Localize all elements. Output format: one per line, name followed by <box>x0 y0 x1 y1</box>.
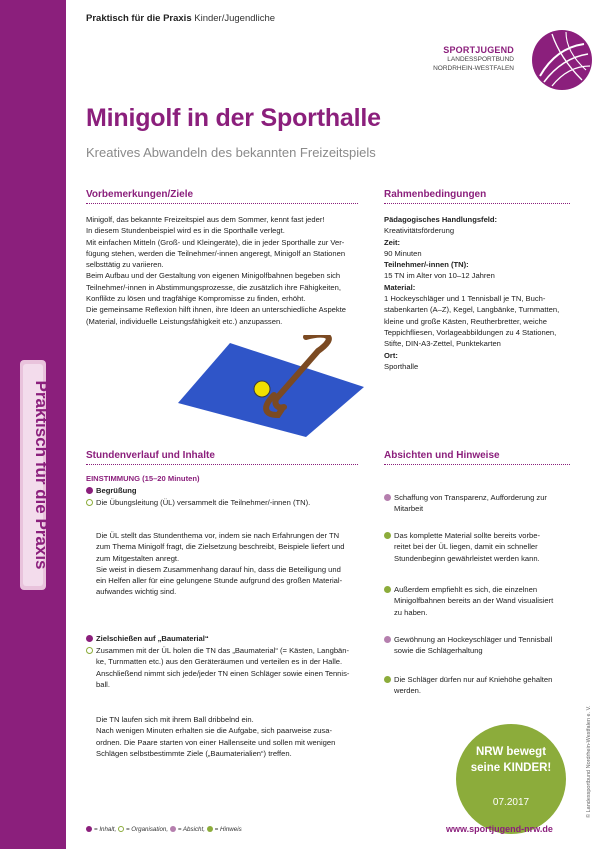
tennis-ball-icon <box>254 381 270 397</box>
absicht-legend-icon <box>170 826 176 832</box>
paragraph-line: Die TN laufen sich mit ihrem Ball dribbelnd ein. <box>96 715 254 724</box>
section-heading-vorbemerkungen: Vorbemerkungen/Ziele <box>86 189 194 200</box>
phase-label: EINSTIMMUNG (15–20 Minuten) <box>86 474 200 483</box>
paragraph-line: zum Mitgestalten anregt. <box>96 553 180 563</box>
vorbemerkungen-line: Minigolf, das bekannte Freizeitspiel aus dem Sommer, kennt fast jeder! <box>86 215 325 224</box>
nrw-bewegt-badge <box>456 724 566 834</box>
paragraph-line: ein Helfen aller für eine gelungene Stunde aufgrund des großen Material- <box>96 576 343 586</box>
item-title: Begrüßung <box>96 486 137 495</box>
legend-hinweis: = Hinweis <box>214 826 242 833</box>
material-label: Material: <box>384 282 416 292</box>
vorbemerkungen-line: Teilnehmer/-innen in Abstimmungsprozesse, die zusätzlich ihre Fähigkeiten, <box>86 282 341 292</box>
ort-label: Ort: <box>384 350 398 360</box>
vorbemerkungen-line: (Material, individuelle Leistungsfähigkeit etc.) anzupassen. <box>86 316 283 326</box>
section-divider <box>384 464 570 465</box>
organisation-bullet-icon <box>86 647 93 654</box>
vorbemerkungen-line: Konflikte zu lösen und tragfähige Kompromisse zu finden, erhöht. <box>86 294 306 304</box>
material-line: 1 Hockeyschläger und 1 Tennisball je TN, Buch- <box>384 294 546 304</box>
item-begruessung-text <box>96 530 376 598</box>
material-line: kleine und große Kästen, Reutherbretter, weiche <box>384 316 547 326</box>
section-divider <box>86 203 358 204</box>
badge-line-2: seine KINDER! <box>470 762 552 774</box>
hinweis-item: Außerdem empfiehlt es sich, die einzelnen Minigolfbahnen bereits an der Wand visualisiert zu haben. <box>384 584 584 618</box>
hinweis-item: Die Schläger dürfen nur auf Kniehöhe gehalten werden. <box>384 674 584 697</box>
zeit-label: Zeit: <box>384 237 401 247</box>
vorbemerkungen-line: Die gemeinsame Reflexion hilft ihnen, ihre Ideen an unterschiedliche Aspekte <box>86 305 347 315</box>
ort-value: Sporthalle <box>384 361 419 371</box>
paragraph-line: Sie weist in diesem Zusammenhang darauf hin, dass die Beteiligung und <box>96 564 341 574</box>
item-zielschiessen <box>86 633 366 644</box>
absicht-bullet-icon <box>384 494 391 501</box>
sportjugend-logo <box>432 28 592 88</box>
logo-mark-icon <box>522 28 592 92</box>
badge-date: 07.2017 <box>492 797 530 808</box>
paragraph-line: ke, Turnmatten etc.) aus den Geräteräumen und verteilen es in der Halle. <box>96 657 343 667</box>
item-zielschiessen-text <box>96 714 376 759</box>
inhalt-bullet-icon <box>86 635 93 642</box>
section-divider <box>384 203 570 204</box>
vorbemerkungen-line: Beim Aufbau und der Gestaltung von eigenen Minigolfbahnen begeben sich <box>86 271 341 281</box>
paragraph-line: aufwandes wichtig sind. <box>96 587 177 597</box>
material-line: stabenkarten (A–Z), Kegel, Langbänke, Turnmatten, <box>384 305 560 315</box>
copyright-note: © Landessportbund Nordrhein-Westfalen e. V. <box>586 705 592 818</box>
section-divider <box>86 464 358 465</box>
vorbemerkungen-text <box>86 214 366 327</box>
section-heading-absichten: Absichten und Hinweise <box>384 450 500 461</box>
page-subtitle: Kreatives Abwandeln des bekannten Freizeitspiels <box>86 145 376 160</box>
paragraph-line: Schlägen selbstbestimmte Ziele („Baumaterialien“) treffen. <box>96 748 292 758</box>
side-tag-label: Praktisch für die Praxis <box>32 380 51 570</box>
legend-inhalt: = Inhalt, <box>94 826 117 833</box>
paragraph-line: ball. <box>96 679 110 689</box>
hinweis-bullet-icon <box>384 586 391 593</box>
paragraph-line: zum Thema Minigolf fragt, die Zielsetzung beschreibt, Beispiele liefert und <box>96 542 345 552</box>
item-begruessung-org <box>86 497 366 508</box>
hinweis-legend-icon <box>207 826 213 832</box>
bullet-legend <box>86 826 242 833</box>
legend-organisation: = Organisation, <box>125 826 169 833</box>
absicht-bullet-icon <box>384 636 391 643</box>
vorbemerkungen-line: fügung stehen, werden die Teilnehmer/-innen angeregt, Minigolf an Stationen <box>86 248 346 258</box>
paragraph-line: Nach wenigen Minuten erhalten sie die Aufgabe, sich paarweise zusa- <box>96 726 332 736</box>
minigolf-illustration <box>178 335 364 437</box>
page-title: Minigolf in der Sporthalle <box>86 104 381 132</box>
material-line: Teppichfliesen, Vorlageabbildungen zu 4 Stationen, <box>384 327 557 337</box>
paragraph-line: Anschließend nimmt sich jede/jeder TN einen Schläger sowie einen Tennis- <box>96 668 350 678</box>
inhalt-bullet-icon <box>86 487 93 494</box>
handlungsfeld-label: Pädagogisches Handlungsfeld: <box>384 215 498 224</box>
zeit-value: 90 Minuten <box>384 248 422 258</box>
series-bold: Praktisch für die Praxis <box>86 13 192 24</box>
tn-value: 15 TN im Alter von 10–12 Jahren <box>384 271 495 281</box>
paragraph-line: Zusammen mit der ÜL holen die TN das „Baumaterial“ (= Kästen, Langbän- <box>96 646 350 655</box>
item-zielschiessen-org <box>86 645 368 690</box>
section-heading-rahmenbedingungen: Rahmenbedingungen <box>384 189 487 200</box>
section-heading-stundenverlauf: Stundenverlauf und Inhalte <box>86 450 215 461</box>
legend-absicht: = Absicht, <box>177 826 205 833</box>
series-rest: Kinder/Jugendliche <box>191 13 276 24</box>
mat-shape <box>178 343 364 437</box>
absicht-item: Schaffung von Transparenz, Aufforderung zur Mitarbeit <box>384 492 584 515</box>
organisation-legend-icon <box>118 826 124 832</box>
series-note <box>86 13 275 24</box>
website-link[interactable]: www.sportjugend-nrw.de <box>446 824 553 834</box>
handlungsfeld-value: Kreativitätsförderung <box>384 226 455 236</box>
absicht-item: Gewöhnung an Hockeyschläger und Tennisball sowie die Schlägerhaltung <box>384 634 584 657</box>
item-begruessung <box>86 485 366 496</box>
hinweis-item: Das komplette Material sollte bereits vorbe- reitet bei der ÜL liegen, damit ein schneller Stundenbeginn gewährleistet werden kann. <box>384 530 584 564</box>
side-tag-graphic <box>14 360 54 590</box>
material-line: Stifte, DIN-A3-Zettel, Punktekarten <box>384 339 501 349</box>
vorbemerkungen-line: Mit einfachen Mitteln (Groß- und Kleingeräte), die in jeder Sporthalle zur Ver- <box>86 237 345 247</box>
hinweis-bullet-icon <box>384 676 391 683</box>
tn-label: Teilnehmer/-innen (TN): <box>384 260 469 270</box>
item-title: Zielschießen auf „Baumaterial“ <box>96 634 209 643</box>
vorbemerkungen-line: selbsttätig zu variieren. <box>86 260 164 270</box>
paragraph-line: ordnen. Die Paare starten von einer Hallenseite und sollen mit wenigen <box>96 737 336 747</box>
logo-sub-text-1: LANDESSPORTBUND <box>447 56 514 63</box>
rahmenbedingungen-text <box>384 214 584 372</box>
paragraph-line: Die ÜL stellt das Stundenthema vor, indem sie nach Erfahrungen der TN <box>96 531 340 540</box>
hinweis-bullet-icon <box>384 532 391 539</box>
organisation-bullet-icon <box>86 499 93 506</box>
logo-main-text: SPORTJUGEND <box>443 45 514 55</box>
badge-line-1: NRW bewegt <box>475 746 547 758</box>
inhalt-legend-icon <box>86 826 92 832</box>
logo-sub-text-2: NORDRHEIN-WESTFALEN <box>433 65 514 72</box>
item-org-text: Die Übungsleitung (ÜL) versammelt die Teilnehmer/-innen (TN). <box>96 498 311 507</box>
vorbemerkungen-line: In diesem Stundenbeispiel wird es in die Sporthalle verlegt. <box>86 226 285 236</box>
